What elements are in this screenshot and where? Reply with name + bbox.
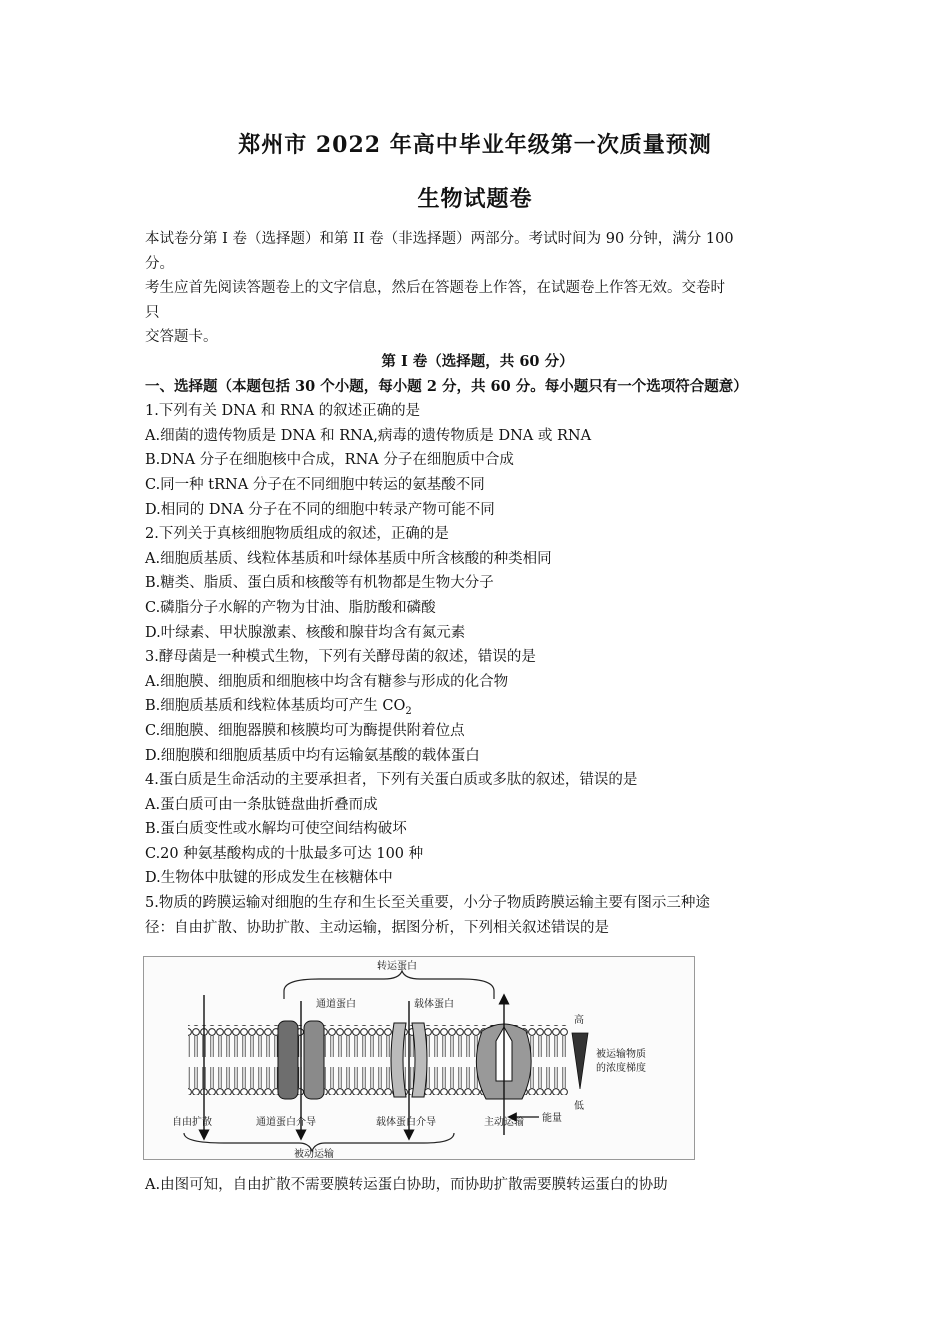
intro-line: 交答题卡。 <box>145 329 218 346</box>
membrane-transport-figure <box>143 956 695 1160</box>
section-instruction: 一、选择题（本题包括 30 个小题，每小题 2 分，共 60 分。每小题只有一个选项符合题意） <box>145 377 748 395</box>
question-option: C.20 种氨基酸构成的十肽最多可达 100 种 <box>145 845 424 862</box>
gradient-label-line1: 被运输物质 <box>596 1049 646 1060</box>
intro-line: 考生应首先阅读答题卷上的文字信息，然后在答题卷上作答，在试题卷上作答无效。交卷时 <box>145 280 725 297</box>
question-stem: 5.物质的跨膜运输对细胞的生存和生长至关重要，小分子物质跨膜运输主要有图示三种途 <box>145 895 710 912</box>
question-option: C.磷脂分子水解的产物为甘油、脂肪酸和磷酸 <box>145 599 436 616</box>
exam-title: 郑州市 2022 年高中毕业年级第一次质量预测 <box>238 132 712 158</box>
passive-transport-label: 被动运输 <box>294 1149 334 1159</box>
channel-mediated-label: 通道蛋白介导 <box>256 1117 316 1128</box>
question-option <box>145 694 810 719</box>
high-label: 高 <box>574 1015 584 1026</box>
question-option: C.同一种 tRNA 分子在不同细胞中转运的氨基酸不同 <box>145 476 485 493</box>
co2-subscript: 2 <box>405 706 412 718</box>
question-option: B.DNA 分子在细胞核中合成，RNA 分子在细胞质中合成 <box>145 452 514 469</box>
channel-protein-right <box>304 1021 324 1099</box>
gradient-wedge <box>572 1033 588 1089</box>
question-option: C.细胞膜、细胞器膜和核膜均可为酶提供附着位点 <box>145 722 465 739</box>
transport-protein-bracket <box>284 971 494 991</box>
free-diffusion-label: 自由扩散 <box>172 1117 212 1128</box>
question-option: B.糖类、脂质、蛋白质和核酸等有机物都是生物大分子 <box>145 575 494 592</box>
question-stem: 3.酵母菌是一种模式生物，下列有关酵母菌的叙述，错误的是 <box>145 649 536 666</box>
intro-line: 分。 <box>145 255 174 272</box>
intro-line: 只 <box>145 304 160 321</box>
exam-subtitle: 生物试题卷 <box>417 186 533 212</box>
option-text: B.细胞质基质和线粒体基质均可产生 CO <box>145 698 406 715</box>
low-label: 低 <box>574 1101 584 1112</box>
question-stem: 2.下列关于真核细胞物质组成的叙述，正确的是 <box>145 526 449 543</box>
carrier-mediated-label: 载体蛋白介导 <box>376 1117 436 1128</box>
question-option: B.蛋白质变性或水解均可使空间结构破坏 <box>145 821 407 838</box>
question-option: A.蛋白质可由一条肽链盘曲折叠而成 <box>145 796 378 813</box>
question-option: D.相同的 DNA 分子在不同的细胞中转录产物可能不同 <box>145 501 495 518</box>
channel-protein-label: 通道蛋白 <box>316 999 356 1010</box>
intro-line: 本试卷分第 I 卷（选择题）和第 II 卷（非选择题）两部分。考试时间为 90 分钟，满分 100 <box>145 231 734 247</box>
section-heading: 第 I 卷（选择题，共 60 分） <box>381 353 574 370</box>
energy-label: 能量 <box>542 1113 562 1124</box>
question-stem: 径：自由扩散、协助扩散、主动运输，据图分析，下列相关叙述错误的是 <box>145 919 609 936</box>
questions-block <box>145 350 810 940</box>
question-option: A.由图可知，自由扩散不需要膜转运蛋白协助，而协助扩散需要膜转运蛋白的协助 <box>145 1177 668 1193</box>
carrier-protein-label: 载体蛋白 <box>414 999 454 1010</box>
question-stem: 1.下列有关 DNA 和 RNA 的叙述正确的是 <box>145 403 421 420</box>
question-option: A.细胞质基质、线粒体基质和叶绿体基质中所含核酸的种类相同 <box>145 550 552 567</box>
question-option: A.细菌的遗传物质是 DNA 和 RNA,病毒的遗传物质是 DNA 或 RNA <box>145 427 592 444</box>
gradient-label-line2: 的浓度梯度 <box>596 1063 646 1074</box>
question-stem: 4.蛋白质是生命活动的主要承担者，下列有关蛋白质或多肽的叙述，错误的是 <box>145 772 638 789</box>
active-transport-label: 主动运输 <box>484 1117 524 1128</box>
question-option: D.叶绿素、甲状腺激素、核酸和腺苷均含有氮元素 <box>145 624 466 641</box>
transport-protein-label: 转运蛋白 <box>377 961 417 972</box>
question-option: D.细胞膜和细胞质基质中均有运输氨基酸的载体蛋白 <box>145 747 480 764</box>
membrane-diagram <box>144 957 694 1159</box>
question-option: A.细胞膜、细胞质和细胞核中均含有糖参与形成的化合物 <box>145 673 509 690</box>
intro-block <box>145 227 810 350</box>
question-option: D.生物体中肽键的形成发生在核糖体中 <box>145 870 393 887</box>
channel-protein-left <box>278 1021 298 1099</box>
